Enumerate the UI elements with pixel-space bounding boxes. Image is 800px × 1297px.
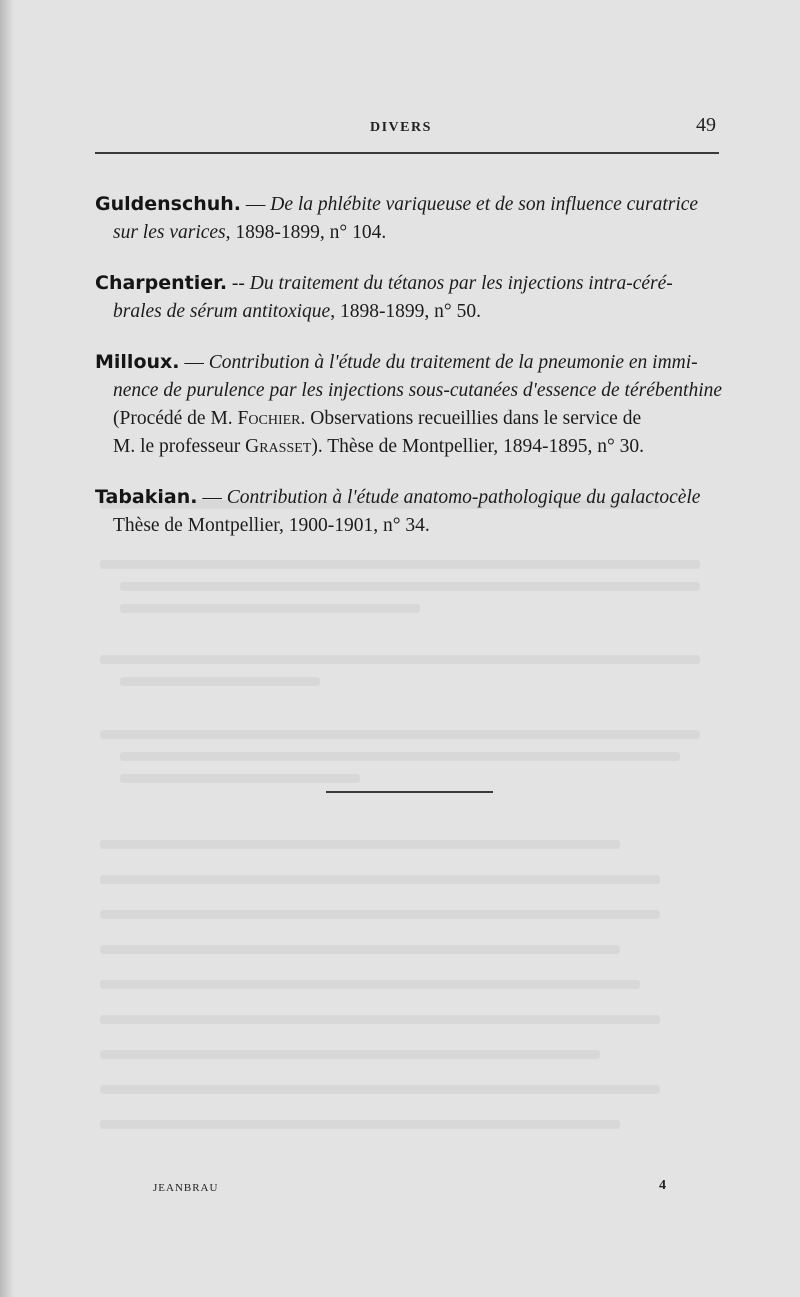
entry-person: Fochier (237, 408, 301, 429)
entry-author: Charpentier. (95, 272, 228, 294)
show-through-shadow (70, 480, 750, 1180)
entry-details: . Observations recueillies dans le service de (300, 408, 642, 429)
entry-line (95, 512, 725, 540)
entry-author: Tabakian. (95, 486, 198, 508)
section-end-rule (326, 791, 493, 793)
entry-title: De la phlébite variqueuse et de son influence curatrice (270, 194, 699, 215)
entry-title: Contribution à l'étude du traitement de la pneumonie en immi- (208, 352, 698, 373)
entry-dash: — (179, 352, 209, 373)
entry-person: Grasset (245, 436, 312, 457)
entry-author: Milloux. (95, 351, 180, 373)
entry-line (95, 483, 725, 512)
entry-dash: — (241, 194, 271, 215)
page-number: 49 (696, 114, 716, 136)
entry-title: sur les varices (113, 222, 226, 243)
entry-line (95, 269, 725, 298)
entry-title: Du traitement du tétanos par les injections intra-céré- (249, 273, 673, 294)
running-title: DIVERS (370, 120, 432, 135)
page-footer (0, 1178, 800, 1202)
entry-line (95, 348, 725, 377)
bibliography-entry (95, 269, 725, 326)
entry-title: nence de purulence par les injections sous-cutanées d'essence de térébenthine (113, 380, 723, 401)
entry-details: ). Thèse de Montpellier, 1894-1895, n° 30. (311, 436, 645, 457)
bibliography-entry (95, 348, 725, 461)
entry-line (95, 219, 725, 247)
entry-line (95, 190, 725, 219)
entry-line (95, 298, 725, 326)
header-rule (95, 152, 719, 154)
entry-details: , 1898-1899, n° 104. (225, 222, 387, 243)
entry-dash: — (197, 487, 227, 508)
entry-details: (Procédé de M. (113, 408, 238, 429)
printer-signature: JEANBRAU (153, 1182, 219, 1194)
entry-title: brales de sérum antitoxique (113, 301, 331, 322)
bibliography-entry (95, 483, 725, 540)
bibliography-list (95, 190, 725, 562)
entry-details: Thèse de Montpellier, 1900-1901, n° 34. (113, 515, 430, 536)
entry-title: Contribution à l'étude anatomo-pathologique du galactocèle (226, 487, 701, 508)
entry-line (95, 405, 725, 433)
entry-line (95, 377, 725, 405)
sheet-number: 4 (659, 1178, 666, 1193)
bibliography-entry (95, 190, 725, 247)
entry-details: , 1898-1899, n° 50. (330, 301, 481, 322)
entry-author: Guldenschuh. (95, 193, 242, 215)
entry-line (95, 433, 725, 461)
running-head (0, 116, 800, 140)
entry-dash: -- (227, 273, 250, 294)
entry-details: M. le professeur (113, 436, 246, 457)
